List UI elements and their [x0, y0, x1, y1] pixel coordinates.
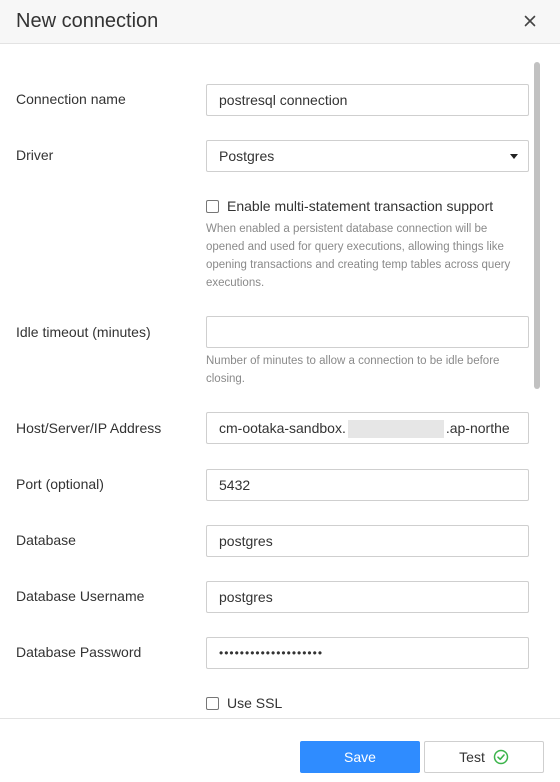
check-circle-icon	[493, 749, 509, 765]
test-button-label: Test	[459, 749, 485, 765]
username-label: Database Username	[16, 588, 145, 604]
connection-name-label: Connection name	[16, 91, 126, 107]
username-input[interactable]: postgres	[206, 581, 529, 613]
redacted-text	[348, 420, 444, 438]
multi-statement-row	[206, 198, 493, 214]
use-ssl-checkbox[interactable]	[206, 697, 219, 710]
scrollbar-thumb[interactable]	[534, 62, 540, 389]
password-label: Database Password	[16, 644, 142, 660]
form-body	[0, 45, 560, 717]
idle-timeout-input[interactable]	[206, 316, 529, 348]
chevron-down-icon	[510, 154, 518, 159]
database-label: Database	[16, 532, 76, 548]
password-input[interactable]: ••••••••••••••••••••	[206, 637, 529, 669]
driver-select-value: Postgres	[219, 148, 275, 164]
test-button[interactable]	[424, 741, 544, 773]
host-value-suffix: .ap-northe	[445, 420, 510, 436]
use-ssl-row	[206, 695, 282, 711]
driver-label: Driver	[16, 147, 54, 163]
host-input[interactable]	[206, 412, 529, 444]
multi-statement-checkbox[interactable]	[206, 200, 219, 213]
host-value-prefix: cm-ootaka-sandbox.	[219, 420, 346, 436]
dialog-header	[0, 0, 560, 44]
save-button[interactable]: Save	[300, 741, 420, 773]
database-input[interactable]: postgres	[206, 525, 529, 557]
driver-select[interactable]	[206, 140, 529, 172]
close-icon[interactable]	[522, 13, 538, 29]
port-label: Port (optional)	[16, 476, 104, 492]
host-label: Host/Server/IP Address	[16, 420, 162, 436]
port-input[interactable]: 5432	[206, 469, 529, 501]
idle-timeout-help: Number of minutes to allow a connection to be idle before closing.	[206, 355, 500, 385]
idle-timeout-label: Idle timeout (minutes)	[16, 324, 151, 340]
multi-statement-label[interactable]: Enable multi-statement transaction support	[227, 198, 494, 214]
dialog-title: New connection	[16, 10, 159, 32]
connection-name-input[interactable]: postresql connection	[206, 84, 529, 116]
use-ssl-label[interactable]: Use SSL	[227, 695, 283, 711]
multi-statement-help: When enabled a persistent database connection will be opened and used for query executions, allowing things like opening transactions and creating temp tables across query executions.	[206, 223, 511, 289]
